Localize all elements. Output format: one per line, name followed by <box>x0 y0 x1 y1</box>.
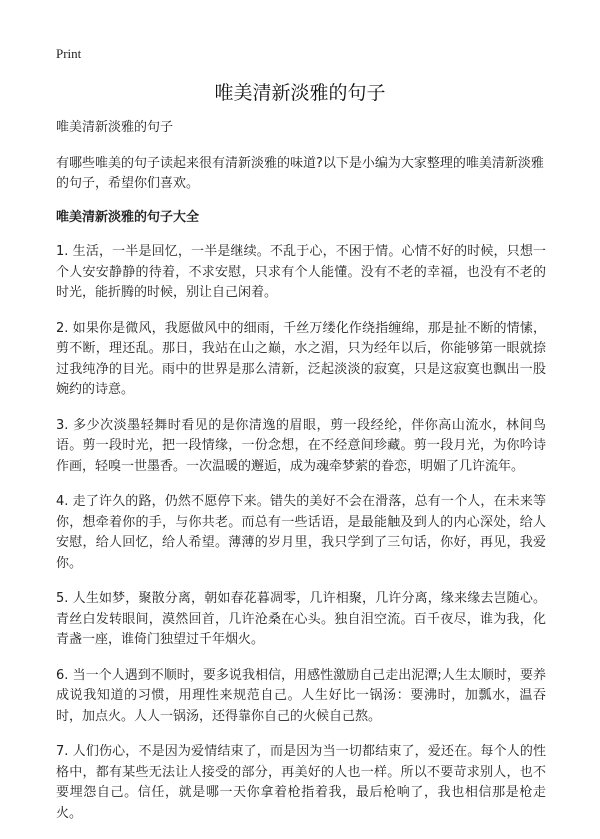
article-intro: 有哪些唯美的句子读起来很有清新淡雅的味道?以下是小编为大家整理的唯美清新淡雅的句子，希望你们喜欢。 <box>56 156 544 191</box>
article-body <box>56 118 546 839</box>
page-title: 唯美清新淡雅的句子 <box>214 82 386 104</box>
quote-item: 4. 走了许久的路，仍然不愿停下来。错失的美好不会在滑落，总有一个人，在未来等你，想牵着你的手，与你共老。而总有一些话语，是最能触及到人的内心深处，给人安慰，给人回忆，给人希望。薄薄的岁月里，我只学到了三句话，你好，再见，我爱你。 <box>56 494 546 571</box>
section-heading: 唯美清新淡雅的句子大全 <box>56 210 200 225</box>
quote-item: 5. 人生如梦，聚散分离，朝如春花暮凋零，几许相聚，几许分离，缘来缘去岂随心。青丝白发转眼间，漠然回首，几许沧桑在心头。独自泪空流。百千夜尽，谁为我，化青盏一座，谁倚门独望过千年烟火。 <box>56 591 546 647</box>
quote-item: 3. 多少次淡墨轻舞时看见的是你清逸的眉眼，剪一段经纶，伴你高山流水，林间鸟语。剪一段时光，把一段情缘，一份念想，在不经意间珍藏。剪一段月光，为你吟诗作画，轻嗅一世墨香。一次温暖的邂逅，成为魂牵梦萦的眷恋，明媚了几许流年。 <box>56 417 546 474</box>
article-subtitle: 唯美清新淡雅的句子 <box>56 120 174 135</box>
quote-item: 7. 人们伤心，不是因为爱情结束了，而是因为当一切都结束了，爱还在。每个人的性格中，都有某些无法让人接受的部分，再美好的人也一样。所以不要苛求别人，也不要埋怨自己。信任，就是哪一天你拿着枪指着我，最后枪响了，我也相信那是枪走火。 <box>56 744 546 821</box>
quote-item: 6. 当一个人遇到不顺时，要多说我相信，用感性激励自己走出泥潭;人生太顺时，要养成说我知道的习惯，用理性来规范自己。人生好比一锅汤：要沸时，加瓢水，温吞时，加点火。人人一锅汤，还得靠你自己的火候自己熬。 <box>56 667 546 724</box>
quote-item: 1. 生活，一半是回忆，一半是继续。不乱于心，不困于情。心情不好的时候，只想一个人安安静静的待着，不求安慰，只求有个人能懂。没有不老的幸福，也没有不老的时光，能折腾的时候，别让自己闲着。 <box>56 244 546 300</box>
quote-item: 2. 如果你是微风，我愿做风中的细雨，千丝万缕化作绕指缠绵，那是扯不断的情愫，剪不断，理还乱。那日，我站在山之巅，水之湄，只为经年以后，你能够第一眼就捺过我纯净的目光。雨中的世界是那么清新，泛起淡淡的寂寞，只是这寂寞也飘出一股婉约的诗意。 <box>56 320 546 397</box>
print-link[interactable]: Print <box>56 46 82 61</box>
